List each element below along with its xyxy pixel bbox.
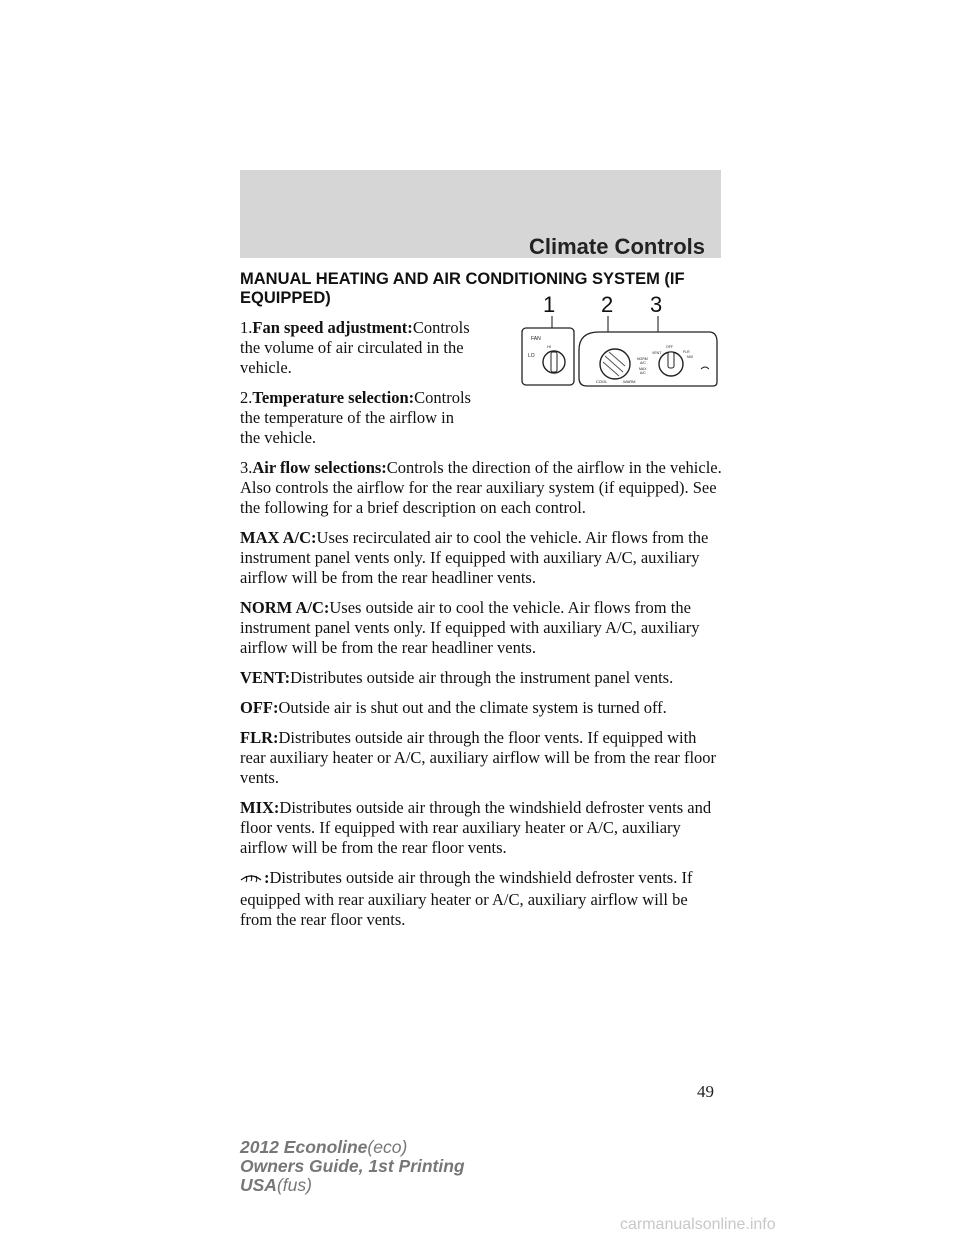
callout-3: 3: [650, 292, 663, 317]
fan-hi-label: HI: [547, 344, 551, 349]
mode-vent: VENT:Distributes outside air through the instrument panel vents.: [240, 668, 674, 687]
mode-mix-label: MIX: [687, 355, 694, 359]
page-number: 49: [697, 1082, 714, 1101]
footer-line-3: USA(fus): [240, 1175, 312, 1195]
item-3-title: Air flow selections:: [252, 458, 387, 477]
item-1: 1.Fan speed adjustment:Controls the volume of air circulated in the vehicle.: [240, 318, 470, 377]
callout-2: 2: [601, 292, 614, 317]
numbered-items: [240, 318, 475, 448]
temp-cool-label: COOL: [596, 379, 608, 384]
mode-max-ac-label: A/C: [640, 371, 646, 375]
mode-norm-label: NORM: [637, 357, 648, 361]
callout-1: 1: [543, 292, 556, 317]
item-2: 2.Temperature selection:Controls the temperature of the airflow in the vehicle.: [240, 388, 471, 447]
climate-control-diagram: [519, 290, 719, 394]
mode-off: OFF:Outside air is shut out and the climate system is turned off.: [240, 698, 667, 717]
section-title: Climate Controls: [528, 234, 705, 259]
mode-max-ac: MAX A/C:Uses recirculated air to cool the vehicle. Air flows from the instrument panel vents only. If equipped with auxiliary A/C, auxiliary airflow will be from the rear headliner vents.: [240, 528, 709, 587]
item-2-title: Temperature selection:: [252, 388, 415, 407]
footer-line-2: Owners Guide, 1st Printing: [240, 1156, 465, 1176]
temp-mode-panel: [579, 332, 717, 386]
temp-knob: [600, 349, 630, 379]
mode-norm-ac-label: A/C: [640, 361, 646, 365]
fan-lo-label: LO: [528, 353, 535, 359]
watermark: carmanualsonline.info: [620, 1216, 776, 1233]
footer-line-1: 2012 Econoline(eco): [240, 1137, 408, 1157]
defrost-icon: [240, 869, 262, 890]
mode-off-label: OFF: [666, 345, 673, 349]
fan-knob-grip: [551, 352, 557, 372]
item-3: 3.Air flow selections:Controls the direction of the airflow in the vehicle. Also controls the airflow for the rear auxiliary system (if equipped). See the following for a brief description on each control.: [240, 458, 722, 517]
mode-mix: MIX:Distributes outside air through the windshield defroster vents and floor vents. If equipped with rear auxiliary heater or A/C, auxiliary airflow will be from the rear floor vents.: [240, 798, 712, 857]
mode-knob-grip: [668, 352, 674, 368]
mode-max-label: MAX: [639, 367, 647, 371]
temp-warm-label: WARM: [623, 379, 636, 384]
mode-vent-label: VENT: [652, 351, 662, 355]
mode-defrost: :Distributes outside air through the windshield defroster vents. If equipped with rear auxiliary heater or A/C, auxiliary airflow will be from the rear floor vents.: [240, 868, 693, 929]
page-heading: MANUAL HEATING AND AIR CONDITIONING SYSTEM (IF EQUIPPED): [240, 270, 685, 307]
mode-flr: FLR:Distributes outside air through the floor vents. If equipped with rear auxiliary heater or A/C, auxiliary airflow will be from the rear floor vents.: [240, 728, 717, 787]
item-1-title: Fan speed adjustment:: [252, 318, 413, 337]
mode-norm-ac: NORM A/C:Uses outside air to cool the vehicle. Air flows from the instrument panel vents only. If equipped with auxiliary A/C, auxiliary airflow will be from the rear headliner vents.: [240, 598, 700, 657]
mode-flr-label: FLR: [683, 350, 690, 354]
fan-label: FAN: [531, 336, 541, 342]
section-header-band: [240, 170, 721, 258]
footer: [240, 1138, 465, 1195]
